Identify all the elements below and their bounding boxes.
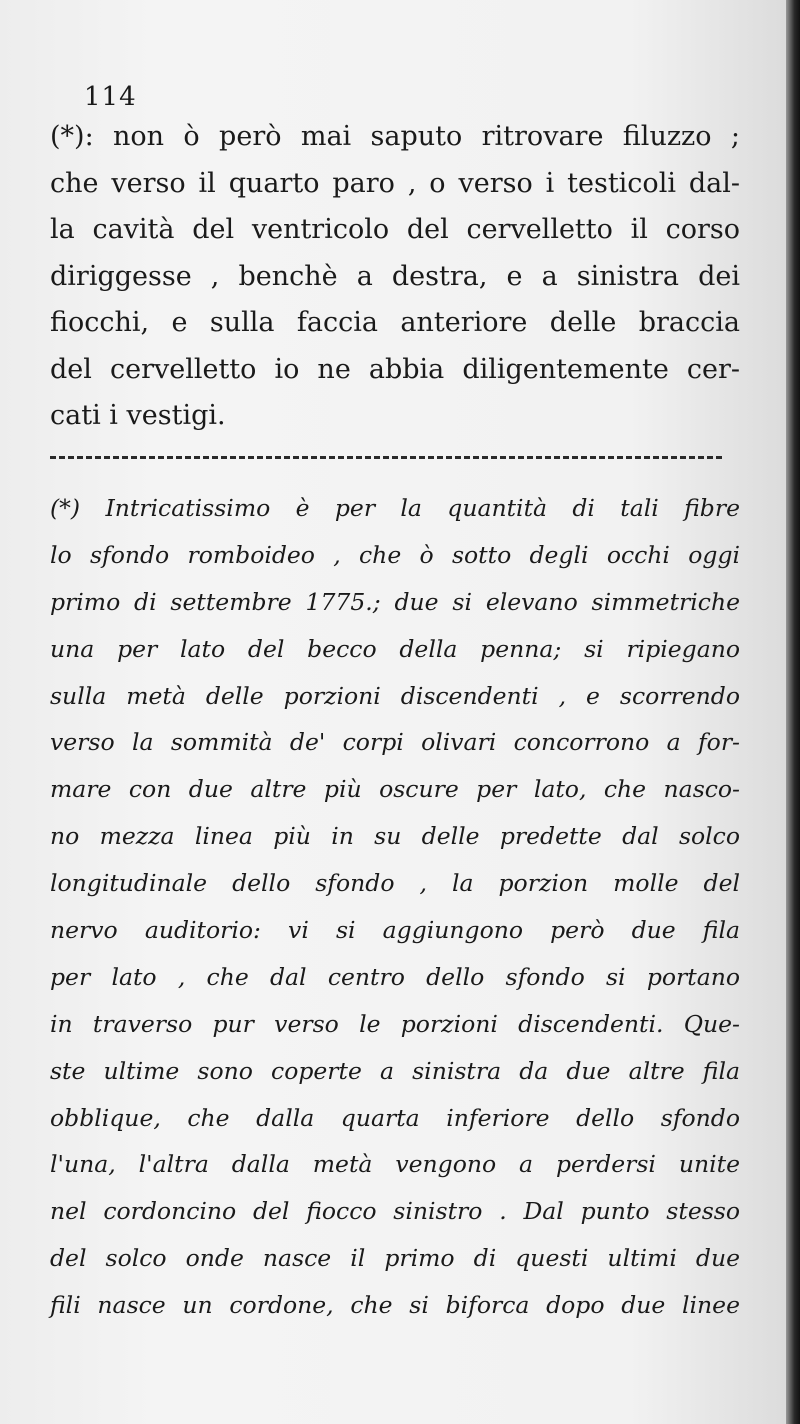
footnote-line: primo di settembre 1775.; due si elevano simmetriche [50,587,740,616]
footnote-line: no mezza linea più in su delle predette dal solco [50,822,740,851]
footnote-line: longitudinale dello sfondo , la porzion molle del [50,869,740,898]
main-text-line: fiocchi, e sulla faccia anteriore delle braccia [50,307,740,338]
footnote-line: ste ultime sono coperte a sinistra da due altre fila [50,1056,740,1085]
footnote-line: l'una, l'altra dalla metà vengono a perdersi unite [50,1150,740,1179]
footnote-line: in traverso pur verso le porzioni discendenti. Que- [50,1009,740,1038]
main-text-line: che verso il quarto paro , o verso i testicoli dal- [50,167,740,199]
footnote-line: per lato , che dal centro dello sfondo si portano [50,962,740,991]
footnote-line: una per lato del becco della penna; si ripiegano [50,634,740,663]
footnote-line: mare con due altre più oscure per lato, che nasco- [50,775,740,804]
footnote-line: nervo auditorio: vi si aggiungono però due fila [50,916,740,945]
footnote-line: fili nasce un cordone, che si biforca dopo due linee [50,1291,740,1320]
footnote-line: del solco onde nasce il primo di questi ultimi due [50,1244,740,1273]
main-text-line: diriggesse , benchè a destra, e a sinistra dei [50,260,740,292]
main-text-line: la cavità del ventricolo del cervelletto il corso [50,214,740,245]
footnote-line: (*) Intricatissimo è per la quantità di tali fibre [50,494,740,522]
main-text [50,114,740,440]
footnote-line: verso la sommità de' corpi olivari concorrono a for- [50,728,740,757]
footnote-line: lo sfondo romboideo , che ò sotto degli occhi oggi [50,540,740,569]
main-text-line: (*): non ò però mai saputo ritrovare filuzzo ; [50,121,740,152]
footnote-text [50,485,740,1329]
main-text-line: cati i vestigi. [50,400,226,431]
page-binding-edge [786,0,800,1424]
footnote-line: obblique, che dalla quarta inferiore dello sfondo [50,1103,740,1132]
footnote-separator-rule [50,456,722,459]
main-text-line: del cervelletto io ne abbia diligentemente cer- [50,353,740,385]
footnote-line: sulla metà delle porzioni discendenti , e scorrendo [50,681,740,710]
page-number: 114 [84,82,137,112]
footnote-line: nel cordoncino del fiocco sinistro . Dal punto stesso [50,1197,740,1226]
